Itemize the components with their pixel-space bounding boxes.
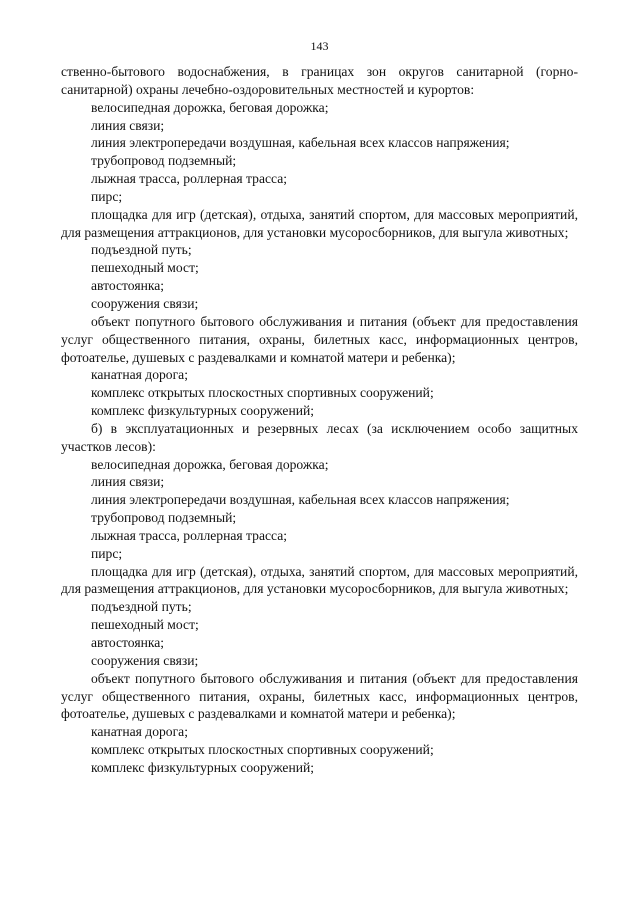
list-item: линия связи; — [91, 117, 165, 133]
list-item: пешеходный мост; — [91, 617, 199, 633]
list-item: пирс; — [91, 188, 123, 204]
list-item: подъездной путь; — [91, 242, 192, 258]
document-body — [61, 63, 578, 777]
list-item: велосипедная дорожка, беговая дорожка; — [91, 99, 329, 115]
list-item: лыжная трасса, роллерная трасса; — [91, 527, 288, 543]
list-item: комплекс физкультурных сооружений; — [91, 759, 315, 775]
list-item: комплекс физкультурных сооружений; — [91, 403, 315, 419]
list-item: комплекс открытых плоскостных спортивных сооружений; — [91, 385, 434, 401]
list-item: комплекс открытых плоскостных спортивных сооружений; — [91, 742, 434, 758]
list-item: лыжная трасса, роллерная трасса; — [91, 171, 288, 187]
list-item: велосипедная дорожка, беговая дорожка; — [91, 456, 329, 472]
continuation-paragraph: ственно-бытового водоснабжения, в границах зон округов санитарной (горно-санитарной) охраны лечебно-оздоровительных местностей и курортов: — [61, 64, 578, 97]
list-item: сооружения связи; — [91, 295, 199, 311]
list-item: линия связи; — [91, 474, 165, 490]
list-item: б) в эксплуатационных и резервных лесах (за исключением особо защитных участков лесов): — [61, 420, 578, 454]
list-item: линия электропередачи воздушная, кабельная всех классов напряжения; — [91, 492, 510, 508]
list-item: канатная дорога; — [91, 724, 188, 740]
list-item: линия электропередачи воздушная, кабельная всех классов напряжения; — [91, 135, 510, 151]
list-item: сооружения связи; — [91, 652, 199, 668]
list-item: площадка для игр (детская), отдыха, занятий спортом, для массовых мероприятий, для размещения аттракционов, для установки мусоросборников, для выгула животных; — [61, 206, 578, 240]
list-item: пешеходный мост; — [91, 260, 199, 276]
list-item: подъездной путь; — [91, 599, 192, 615]
list-item: объект попутного бытового обслуживания и питания (объект для предоставления услуг общественного питания, охраны, билетных касс, информационных центров, фотоателье, душевых с раздевалками и комнатой матери и ребенка); — [61, 313, 578, 365]
list-item: трубопровод подземный; — [91, 510, 237, 526]
list-item: площадка для игр (детская), отдыха, занятий спортом, для массовых мероприятий, для размещения аттракционов, для установки мусоросборников, для выгула животных; — [61, 563, 578, 597]
list-item: пирс; — [91, 545, 123, 561]
list-item: объект попутного бытового обслуживания и питания (объект для предоставления услуг общественного питания, охраны, билетных касс, информационных центров, фотоателье, душевых с раздевалками и комнатой матери и ребенка); — [61, 670, 578, 722]
list-item: автостоянка; — [91, 635, 165, 650]
list-item: трубопровод подземный; — [91, 153, 237, 169]
list-item: канатная дорога; — [91, 367, 188, 383]
list-item: автостоянка; — [91, 278, 165, 294]
page-number: 143 — [310, 39, 329, 53]
